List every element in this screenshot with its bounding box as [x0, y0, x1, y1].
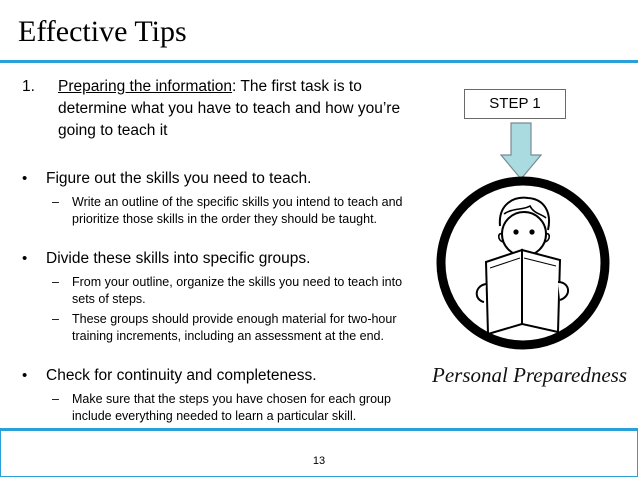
bullet-text: Divide these skills into specific groups.: [46, 250, 311, 267]
dash-icon: –: [52, 392, 59, 406]
sub-item: [22, 194, 422, 228]
bullet-item: [22, 365, 422, 387]
page-number: 13: [312, 455, 326, 467]
item-text: : The first task is to determine what you have to teach and how you’re going to teach it: [58, 78, 401, 139]
item-label: Preparing the information: [58, 78, 233, 95]
sub-item: [22, 391, 422, 425]
bullet-icon: •: [22, 367, 28, 384]
sub-text: From your outline, organize the skills you need to teach into sets of steps.: [72, 275, 403, 306]
step-label-box: STEP 1: [464, 89, 566, 119]
bullet-item: [22, 168, 422, 190]
bullet-icon: •: [22, 250, 28, 267]
slide-title: Effective Tips: [18, 15, 187, 48]
dash-icon: –: [52, 275, 59, 289]
slide-content: [22, 76, 422, 445]
item-number: 1.: [22, 78, 35, 95]
bullet-text: Figure out the skills you need to teach.: [46, 170, 312, 187]
sub-text: Write an outline of the specific skills you intend to teach and prioritize those skills in the order they should be taught.: [72, 195, 403, 226]
bullet-group: [22, 248, 422, 345]
bullet-group: [22, 168, 422, 228]
emblem-caption: Personal Preparedness: [432, 363, 627, 387]
bullet-group: [22, 365, 422, 425]
sub-item: [22, 311, 422, 345]
numbered-item: [22, 76, 422, 142]
bullet-text: Check for continuity and completeness.: [46, 367, 317, 384]
down-arrow-icon: [500, 122, 542, 180]
bullet-icon: •: [22, 170, 28, 187]
dash-icon: –: [52, 312, 59, 326]
person-reading-book-icon: [434, 174, 612, 352]
sub-item: [22, 274, 422, 308]
title-rule: [0, 60, 638, 63]
footer-bar: [0, 431, 638, 477]
sub-text: Make sure that the steps you have chosen for each group include everything needed to learn a particular skill.: [72, 392, 391, 423]
bullet-item: [22, 248, 422, 270]
dash-icon: –: [52, 195, 59, 209]
sub-text: These groups should provide enough material for two-hour training increments, including an assessment at the end.: [72, 312, 397, 343]
